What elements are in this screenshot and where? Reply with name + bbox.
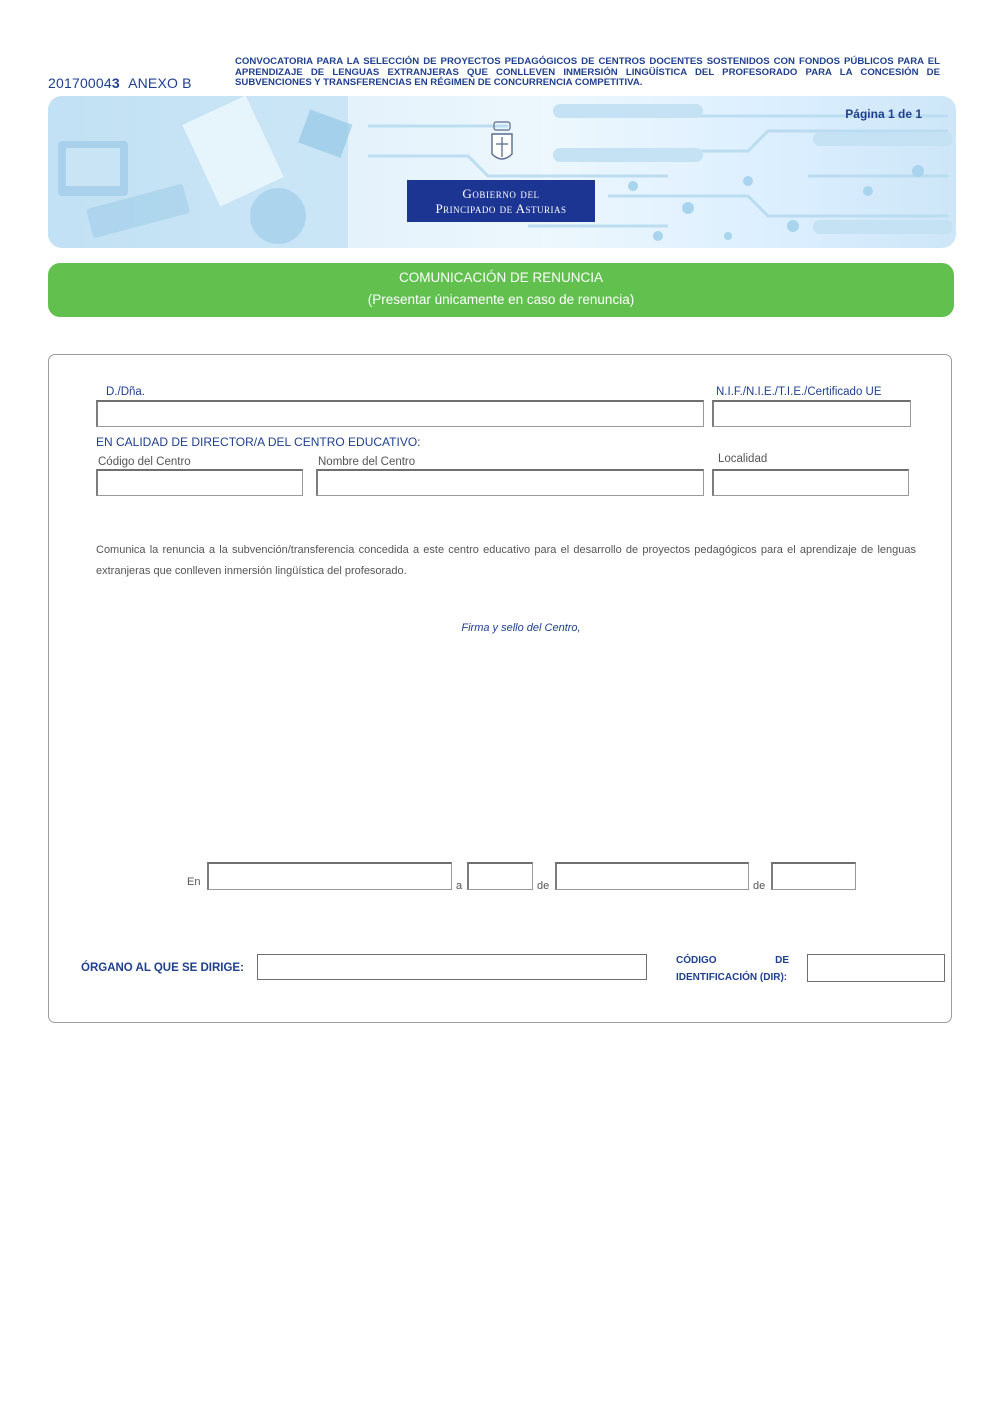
center-code-input[interactable] — [96, 469, 303, 496]
organ-input[interactable] — [257, 954, 647, 980]
id-document-label: N.I.F./N.I.E./T.I.E./Certificado UE — [716, 386, 882, 398]
dir-code-label-line-1: CÓDIGO DE — [676, 955, 789, 966]
document-code-prefix: 20170004 — [48, 75, 112, 91]
header-banner — [48, 96, 956, 248]
logo-line-2: Principado de Asturias — [435, 201, 567, 216]
month-input[interactable] — [555, 862, 749, 890]
applicant-name-input[interactable] — [96, 400, 704, 427]
month-label: de — [537, 880, 550, 892]
call-title: CONVOCATORIA PARA LA SELECCIÓN DE PROYECTOS PEDAGÓGICOS DE CENTROS DOCENTES SOSTENIDOS CON FONDOS PÚBLICOS PARA EL APRENDIZAJE DE LENGUAS EXTRANJERAS QUE CONLLEVEN INMERSIÓN LINGÜÍSTICA DEL PROFESORADO PARA LA CONCESIÓN DE SUBVENCIONES Y TRANSFERENCIAS EN RÉGIMEN DE CONCURRENCIA COMPETITIVA. — [235, 56, 940, 88]
center-code-label: Código del Centro — [98, 456, 191, 468]
signature-label: Firma y sello del Centro, — [461, 622, 581, 634]
place-label: En — [187, 876, 201, 888]
section-header — [48, 263, 954, 317]
dir-code-label-line-2: IDENTIFICACIÓN (DIR): — [676, 972, 788, 983]
day-label: a — [456, 880, 463, 892]
section-title: COMUNICACIÓN DE RENUNCIA — [398, 270, 603, 285]
applicant-label: D./Dña. — [106, 386, 145, 398]
section-subtitle: (Presentar únicamente en caso de renuncia) — [367, 292, 635, 307]
form-container — [48, 354, 952, 1023]
id-document-input[interactable] — [712, 400, 911, 427]
government-logo — [407, 180, 595, 222]
document-code-suffix: 3 — [111, 75, 120, 91]
locality-label: Localidad — [718, 453, 768, 465]
dir-code-label — [676, 952, 789, 986]
dir-code-input[interactable] — [807, 954, 945, 982]
capacity-heading: EN CALIDAD DE DIRECTOR/A DEL CENTRO EDUCATIVO: — [96, 435, 421, 449]
locality-input[interactable] — [712, 469, 909, 496]
logo-line-1: Gobierno del — [462, 186, 540, 201]
annex-label: ANEXO B — [128, 75, 192, 91]
year-label: de — [753, 880, 766, 892]
day-input[interactable] — [467, 862, 533, 890]
document-code — [48, 75, 192, 91]
center-name-input[interactable] — [316, 469, 704, 496]
center-name-label: Nombre del Centro — [318, 456, 416, 468]
page-number: Página 1 de 1 — [845, 107, 922, 121]
organ-label: ÓRGANO AL QUE SE DIRIGE: — [81, 962, 244, 974]
banner-decoration — [48, 96, 956, 248]
place-input[interactable] — [207, 862, 452, 890]
year-input[interactable] — [771, 862, 856, 890]
renunciation-statement: Comunica la renuncia a la subvención/transferencia concedida a este centro educativo para el desarrollo de proyectos pedagógicos para el aprendizaje de lenguas extranjeras que conlleven inmersión lingüística del profesorado. — [96, 544, 916, 577]
